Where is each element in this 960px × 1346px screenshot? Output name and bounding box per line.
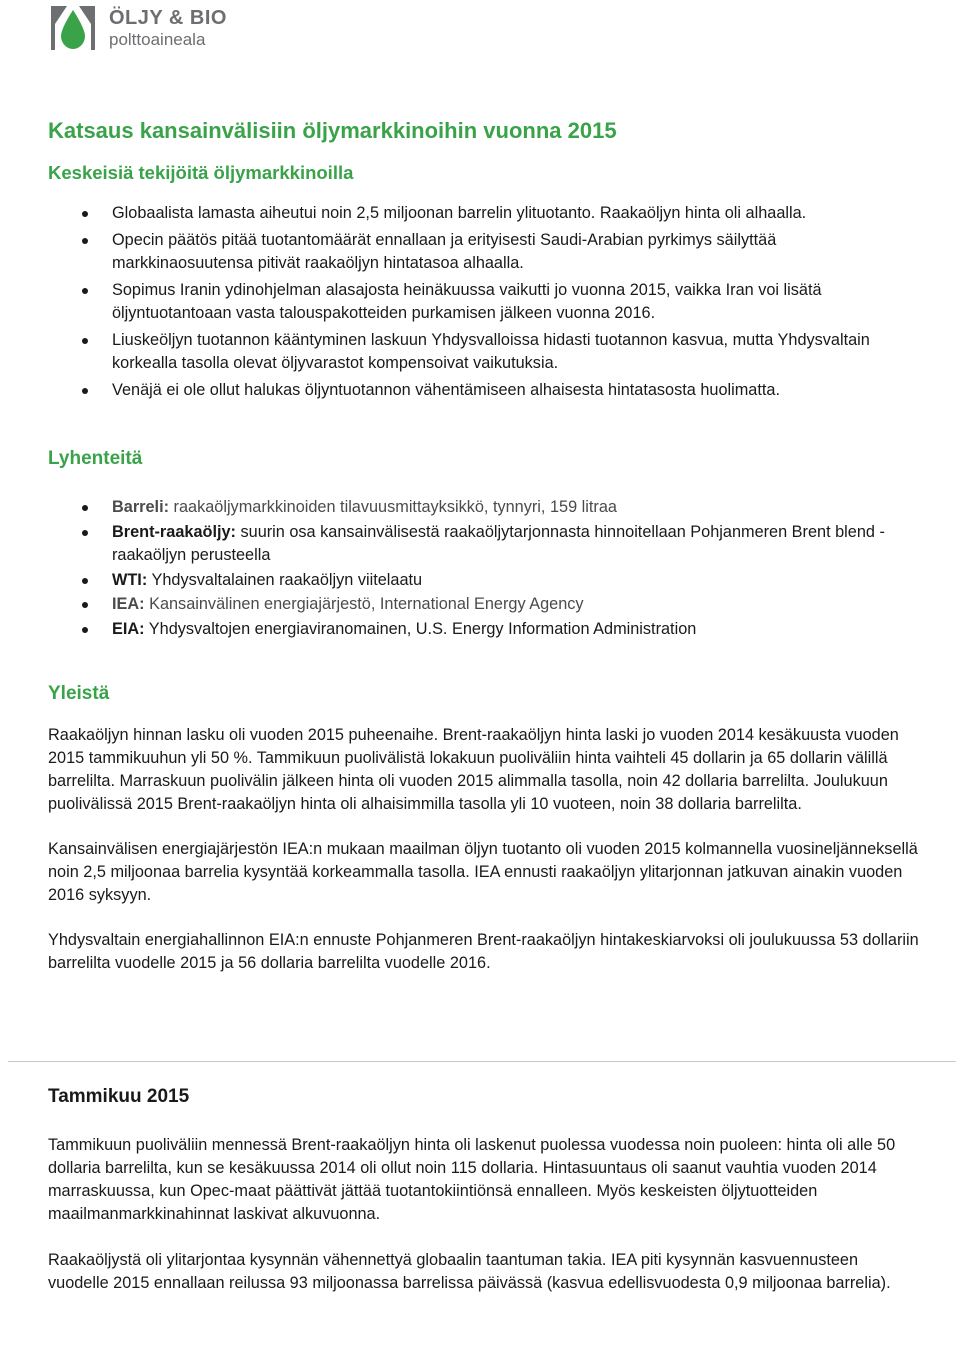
list-item: Brent-raakaöljy: suurin osa kansainvälisestä raakaöljytarjonnasta hinnoitellaan Pohjanmeren Brent blend -raakaöljyn perusteella [48, 521, 920, 568]
list-item: Opecin päätös pitää tuotantomäärät ennallaan ja erityisesti Saudi-Arabian pyrkimys säilyttää markkinaosuutensa pitivät raakaöljyn hintatasoa alhaalla. [48, 229, 920, 276]
bullet-icon [82, 388, 88, 394]
list-item: Sopimus Iranin ydinohjelman alasajosta heinäkuussa vaikutti jo vuonna 2015, vaikka Iran voi lisätä öljyntuotantoaan vasta talouspakotteiden purkamisen jälkeen vuonna 2016. [48, 279, 920, 326]
list-item: Liuskeöljyn tuotannon kääntyminen laskuun Yhdysvalloissa hidasti tuotannon kasvua, mutta Yhdysvaltain korkealla tasolla olevat öljyvarastot kompensoivat vaikutuksia. [48, 329, 920, 376]
bullet-icon [82, 338, 88, 344]
page-title: Katsaus kansainvälisiin öljymarkkinoihin vuonna 2015 [48, 118, 617, 143]
general-paragraph: Kansainvälisen energiajärjestön IEA:n mukaan maailman öljyn tuotanto oli vuoden 2015 kolmannella vuosineljänneksellä noin 2,5 miljoonaa barrelia kysyntää korkeammalla tasolla. IEA ennusti raakaöljyn ylitarjonnan jatkuvan ainakin vuoden 2016 syksyyn. [48, 840, 918, 904]
list-item: Globaalista lamasta aiheutui noin 2,5 miljoonan barrelin ylituotanto. Raakaöljyn hinta oli alhaalla. [48, 202, 920, 226]
general-paragraph: Yhdysvaltain energiahallinnon EIA:n ennuste Pohjanmeren Brent-raakaöljyn hintakeskiarvoksi oli joulukuussa 53 dollariin barrelilta vuodelle 2015 ja 56 dollaria barrelilta vuodelle 2016. [48, 931, 919, 972]
list-item: EIA: Yhdysvaltojen energiaviranomainen, U.S. Energy Information Administration [48, 618, 920, 642]
bullet-icon [82, 530, 88, 536]
list-item: Venäjä ei ole ollut halukas öljyntuotannon vähentämiseen alhaisesta hintatasosta huolimatta. [48, 379, 920, 403]
keyfacts-heading: Keskeisiä tekijöitä öljymarkkinoilla [48, 162, 354, 183]
january-section [48, 1084, 920, 1295]
logo-subtitle: polttoaineala [109, 30, 206, 49]
list-item: Barreli: raakaöljymarkkinoiden tilavuusmittayksikkö, tynnyri, 159 litraa [48, 496, 920, 520]
bullet-icon [82, 238, 88, 244]
abbreviations-heading: Lyhenteitä [48, 448, 143, 469]
bullet-icon [82, 578, 88, 584]
oil-drop-logo-icon [47, 2, 99, 54]
list-item: IEA: Kansainvälinen energiajärjestö, International Energy Agency [48, 593, 920, 617]
bullet-icon [82, 627, 88, 633]
january-paragraph: Raakaöljystä oli ylitarjontaa kysynnän vähennettyä globaalin taantuman takia. IEA piti kysynnän kasvuennusteen vuodelle 2015 ennallaan reilussa 93 miljoonassa barrelissa päivässä (kasvua edellisvuodesta 0,9 miljoonaa barrelia). [48, 1251, 891, 1292]
january-heading: Tammikuu 2015 [48, 1086, 190, 1107]
bullet-icon [82, 288, 88, 294]
bullet-icon [82, 505, 88, 511]
section-divider [8, 1061, 956, 1062]
list-item: WTI: Yhdysvaltalainen raakaöljyn viitelaatu [48, 569, 920, 593]
logo-name: ÖLJY & BIO [109, 7, 227, 29]
abbreviations-list [48, 496, 920, 641]
january-paragraph: Tammikuun puoliväliin mennessä Brent-raakaöljyn hinta oli laskenut puolessa vuodessa noin puoleen: hinta oli alle 50 dollaria barrelilta, kun se kesäkuussa 2014 oli ollut noin 115 dollaria. Hintasuuntaus oli saanut vauhtia vuoden 2014 marraskuussa, kun Opec-maat päättivät jättää tuotantokiintiönsä ennalleen. Myös keskeisten öljytuotteiden maailmanmarkkinahinnat laskivat alkuvuonna. [48, 1136, 896, 1223]
logo [47, 2, 227, 54]
keyfacts-list [48, 202, 920, 402]
bullet-icon [82, 211, 88, 217]
general-paragraph: Raakaöljyn hinnan lasku oli vuoden 2015 puheenaihe. Brent-raakaöljyn hinta laski jo vuoden 2014 kesäkuusta vuoden 2015 tammikuuhun yli 50 %. Tammikuun puolivälistä lokakuun puoliväliin hinta vaihteli 45 dollarin ja 65 dollarin välillä barrelilta. Marraskuun puolivälin jälkeen hinta oli vuoden 2015 alimmalla tasolla, noin 42 dollaria barrelilta. Joulukuun puolivälissä 2015 Brent-raakaöljyn hinta oli alhaisimmilla tasolla yli 10 vuoteen, noin 38 dollaria barrelilta. [48, 726, 899, 813]
general-heading: Yleistä [48, 683, 110, 704]
document-body [48, 116, 920, 975]
bullet-icon [82, 602, 88, 608]
